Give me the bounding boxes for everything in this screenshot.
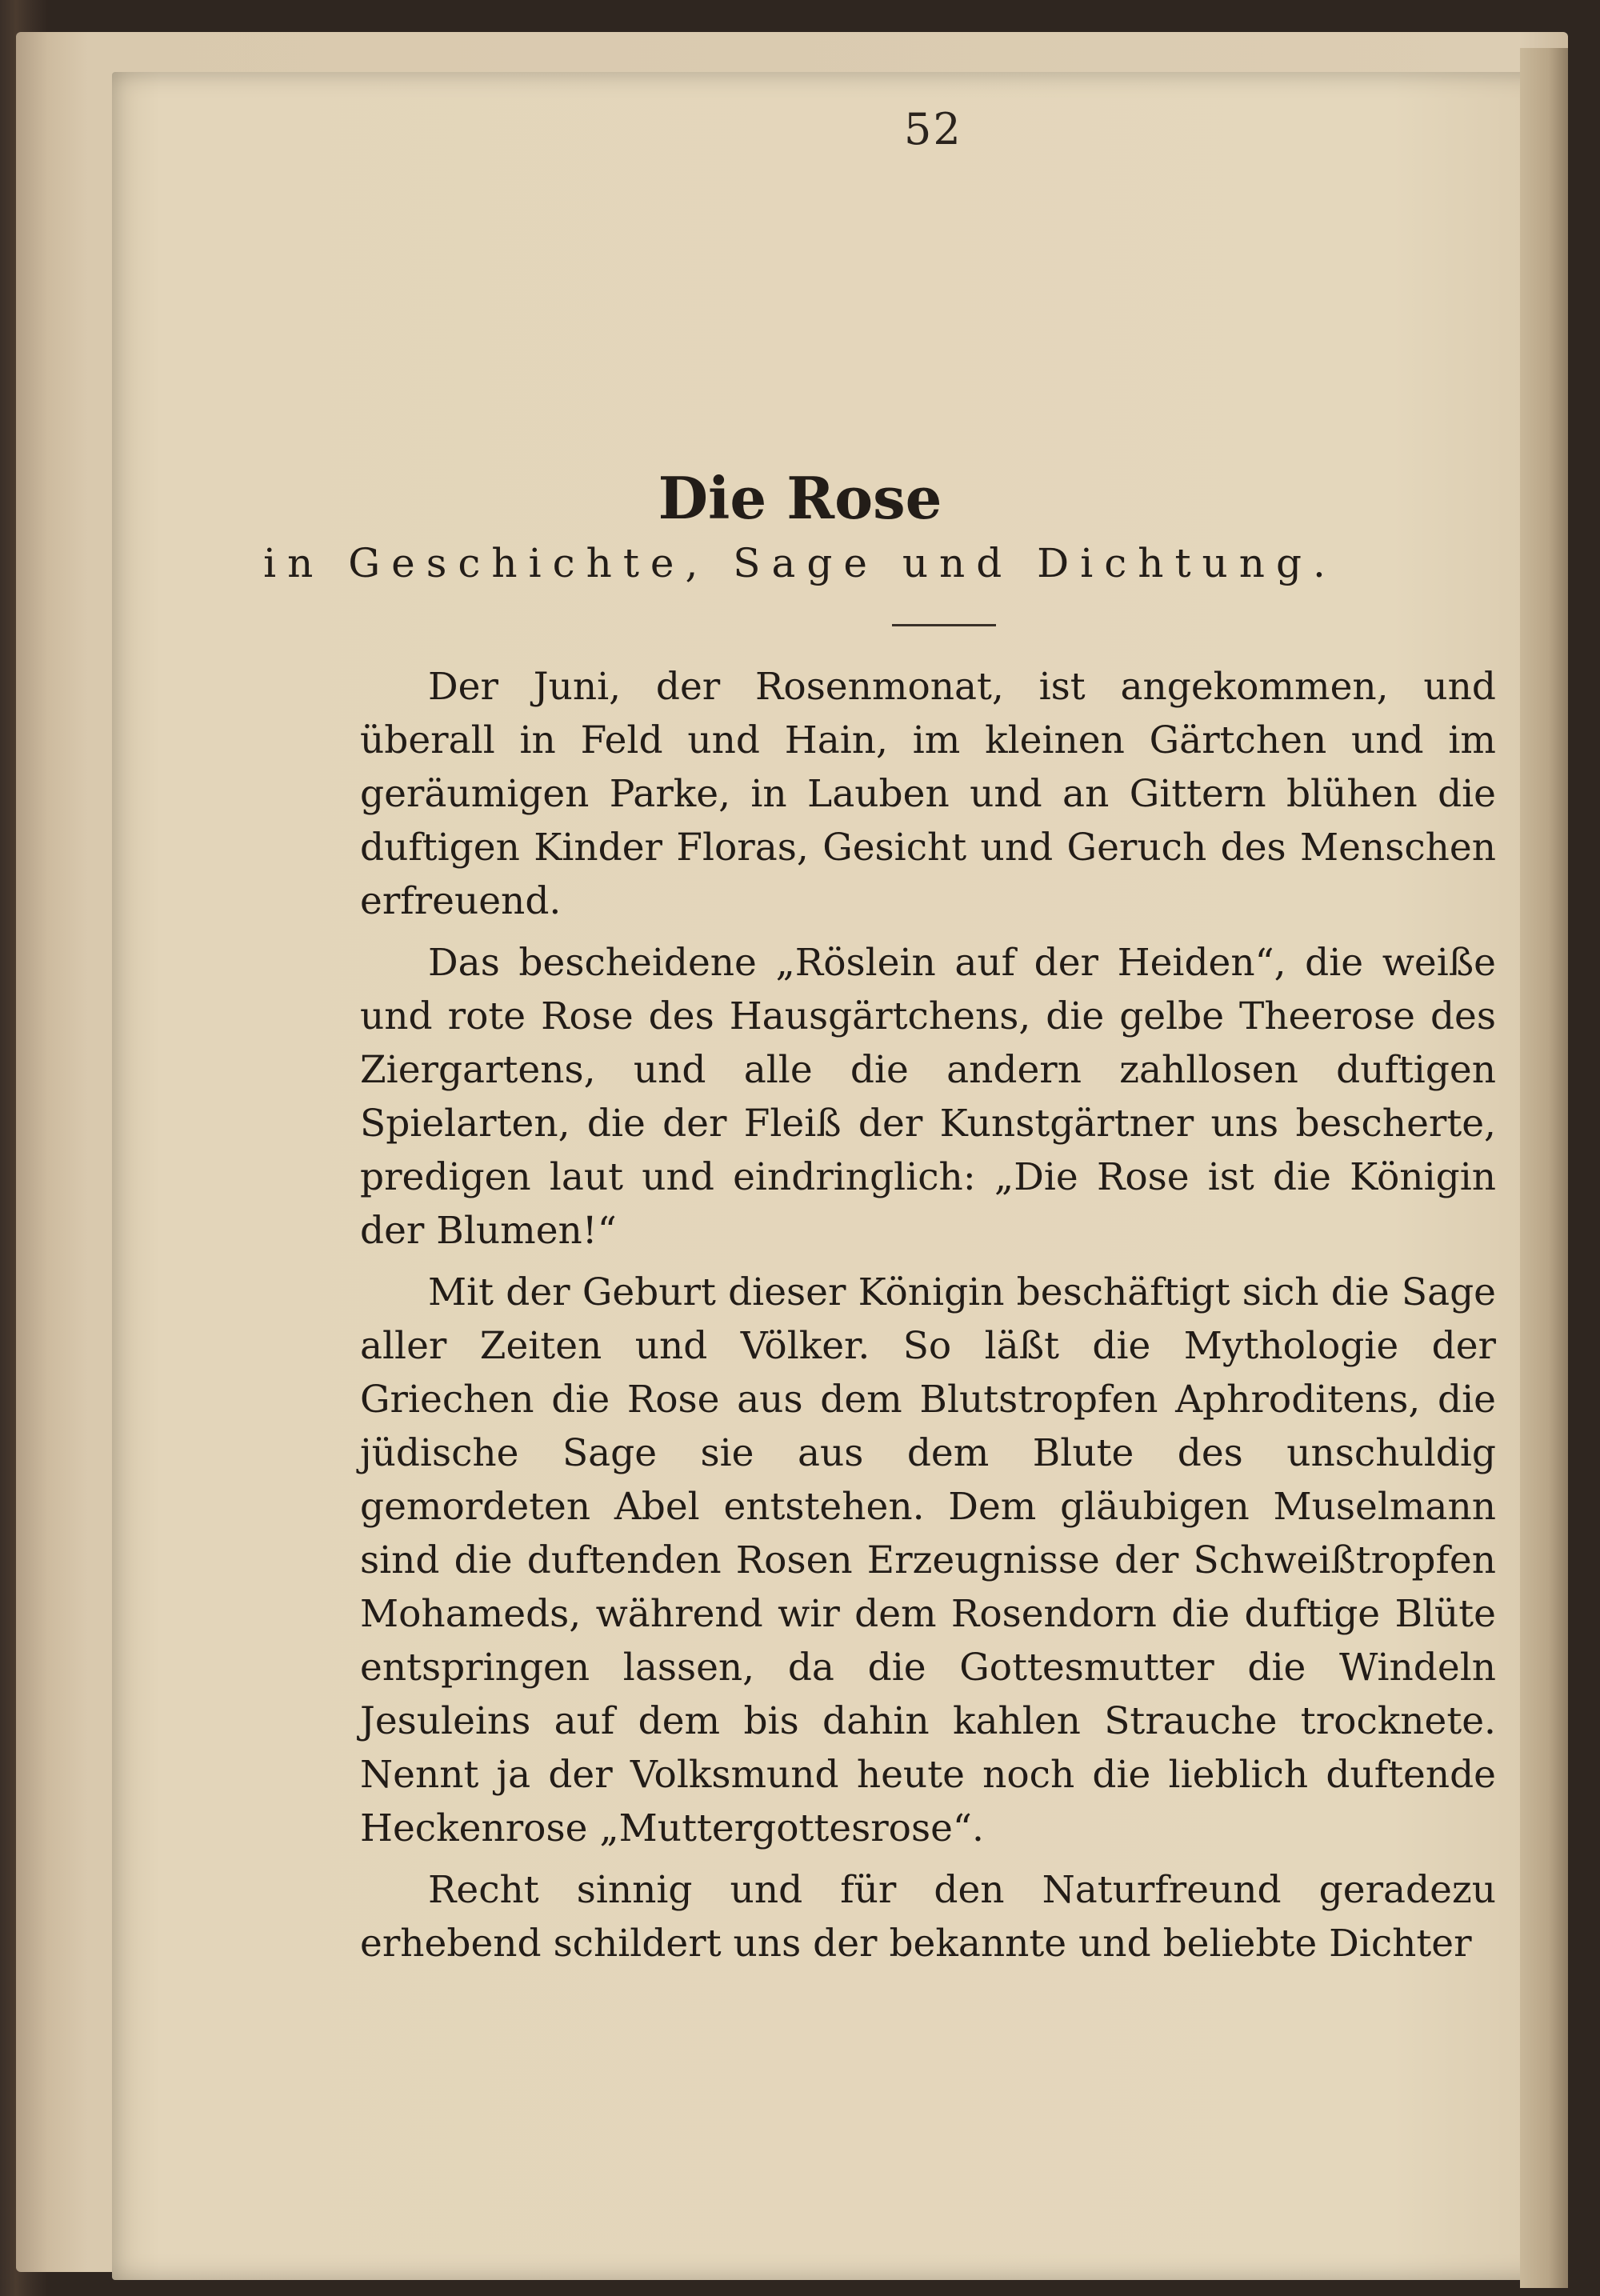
page-number: 52 [904, 104, 962, 154]
body-text [360, 660, 1496, 1978]
page-edge [1520, 48, 1568, 2288]
paragraph-2: Das bescheidene „Röslein auf der Heiden“, die weiße und rote Rose des Hausgärtchens, die gelbe Theerose des Ziergartens, und alle die andern zahllosen duftigen Spielarten, die der Fleiß der Kunstgärtner uns bescherte, predigen laut und eindringlich: „Die Rose ist die Königin der Blumen!“ [360, 941, 1496, 1253]
title-rule [892, 624, 996, 626]
paragraph-1: Der Juni, der Rosenmonat, ist angekommen, und überall in Feld und Hain, im kleinen Gärtchen und im geräumigen Parke, in Lauben und an Gittern blühen die duftigen Kinder Floras, Gesicht und Geruch des Menschen erfreuend. [360, 665, 1496, 923]
paragraph-4: Recht sinnig und für den Naturfreund geradezu erhebend schildert uns der bekannte und beliebte Dichter [360, 1868, 1496, 1966]
chapter-subtitle: in Geschichte, Sage und Dichtung. [263, 540, 1337, 586]
paragraph-3: Mit der Geburt dieser Königin beschäftigt sich die Sage aller Zeiten und Völker. So läßt die Mythologie der Griechen die Rose aus dem Blutstropfen Aphroditens, die jüdische Sage sie aus dem Blute des unschuldig gemordeten Abel entstehen. Dem gläubigen Muselmann sind die duftenden Rosen Erzeugnisse der Schweißtropfen Mohameds, während wir dem Rosendorn die duftige Blüte entspringen lassen, da die Gottesmutter die Windeln Jesuleins auf dem bis dahin kahlen Strauche trocknete. Nennt ja der Volksmund heute noch die lieblich duftende Heckenrose „Muttergottesrose“. [360, 1270, 1496, 1850]
chapter-title: Die Rose [658, 464, 942, 532]
